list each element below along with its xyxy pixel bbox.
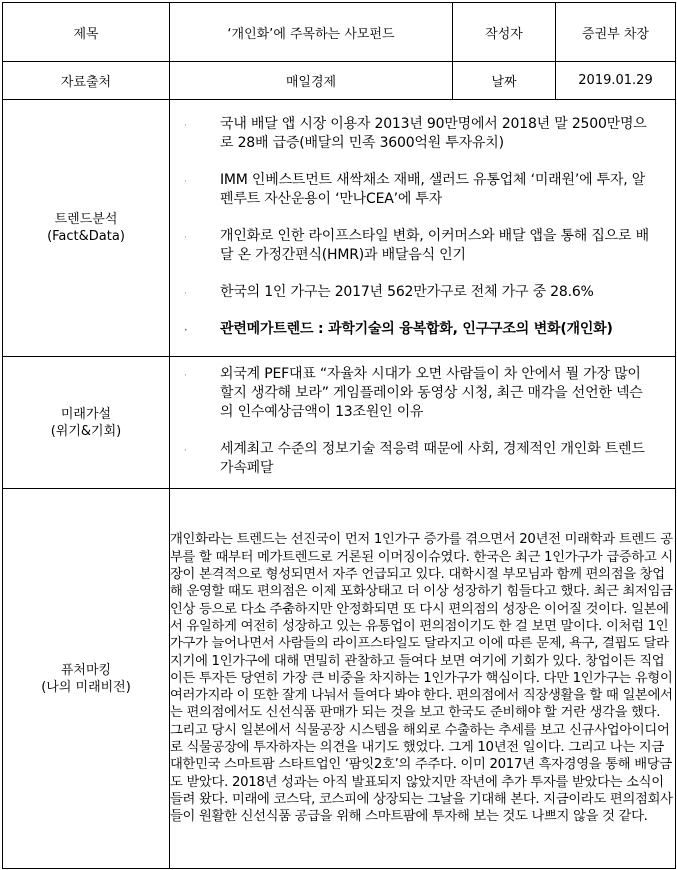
future-row [3,357,676,489]
trend-content [170,100,676,357]
trend-item: · 개인화로 인한 라이프스타일 변화, 이커머스와 배달 앱을 통해 집으로 배달 온 가정간편식(HMR)과 배달음식 인기 [220,227,655,265]
title-row [3,3,676,62]
future-item: · 외국계 PEF대표 “자율차 시대가 오면 사람들이 차 안에서 뭘 가장 많이 할지 생각해 보라” 게임플레이와 동영상 시청, 최근 매각을 선언한 넥슨의 인수예상금액이 13조원인 이유 [220,365,655,422]
future-content [170,357,676,489]
futuring-row [3,489,676,869]
source-row [3,62,676,100]
futuring-text: 개인화라는 트렌드는 선진국이 먼저 1인가구 증가를 겪으면서 20년전 미래학과 트렌드 공부를 할 때부터 메가트렌드로 거론된 이머징이슈였다. 한국은 최근 1인가구가 급증하고 시장이 본격적으로 형성되면서 자주 언급되고 있다. 대학시절 부모님과 함께 편의점을 창업해 운영할 때도 편의점은 이제 포화상태고 더 이상 성장하기 힘들다고 했다. 최근 최저임금인상 등으로 다소 주춤하지만 안정화되면 또 다시 편의점의 성장은 이어질 것이다. 일본에서 유일하게 여전히 성장하고 있는 유통업이 편의점이기도 한 걸 보면 말이다. 이처럼 1인가구가 늘어나면서 사람들의 라이프스타일도 달라지고 이에 따른 문제, 욕구, 결핍도 달라지기에 1인가구에 대해 면밀히 관찰하고 들여다 보면 여기에 기회가 있다. 창업이든 직업이든 투자든 당연히 가장 큰 비중을 차지하는 1인가구가 핵심이다. 다만 1인가구는 유형이 여러가지라 이 또한 잘게 나눠서 들여다 봐야 한다. 편의점에서 직장생활을 할 때 일본에서는 편의점에서도 신선식품 판매가 되는 것을 보고 한국도 준비해야 할 거란 생각을 했다. 그리고 당시 일본에서 식물공장 시스템을 해외로 수출하는 추세를 보고 신규사업아이디어로 식물공장에 투자하자는 의견을 내기도 했었다. 그게 10년전 일이다. 그리고 나는 지금 대한민국 스마트팜 스타트업인 ‘팜잇2호’의 주주다. 이미 2017년 흑자경영을 통해 배당금도 받았다. 2018년 성과는 아직 발표되지 않았지만 작년에 추가 투자를 받았다는 소식이 들려 왔다. 미래에 코스닥, 코스피에 상장되는 그날을 기대해 본다. 지금이라도 편의점회사들이 원활한 신선식품 공급을 위해 스마트팜에 투자해 보는 것도 나쁘지 않을 것 같다. [170,489,676,869]
trend-label-sub: (Fact&Data) [47,229,125,244]
futuring-label [3,489,170,869]
futuring-label-title: 퓨처마킹 [60,662,112,678]
author-label: 작성자 [453,3,556,62]
date-label: 날짜 [453,62,556,100]
trend-row [3,100,676,357]
trend-item: · 한국의 1인 가구는 2017년 562만가구로 전체 가구 중 28.6% [220,283,655,302]
trend-item: · 국내 배달 앱 시장 이용자 2013년 90만명에서 2018년 말 2500만명으로 28배 급증(배달의 민족 3600억원 투자유치) [220,115,655,153]
trend-label-title: 트렌드분석 [54,212,118,227]
title-value: ‘개인화’에 주목하는 사모펀드 [170,3,453,62]
future-label-sub: (위기&기회) [50,423,122,439]
future-label-title: 미래가설 [60,406,112,422]
date-value: 2019.01.29 [556,62,676,100]
future-item: · 세계최고 수준의 정보기술 적응력 때문에 사회, 경제적인 개인화 트렌드 가속페달 [220,440,655,478]
title-label: 제목 [3,3,170,62]
trend-item: · IMM 인베스트먼트 새싹채소 재배, 샐러드 유통업체 ‘미래원’에 투자, 알펜루트 자산운용이 ‘만나CEA’에 투자 [220,171,655,209]
author-value: 증권부 차장 [556,3,676,62]
trend-list [170,107,675,349]
report-table [2,2,676,869]
trend-label [3,100,170,357]
source-value: 매일경제 [170,62,453,100]
future-list [170,357,675,488]
future-label [3,357,170,489]
source-label: 자료출처 [3,62,170,100]
mega-trend-item: · 관련메가트렌드 : 과학기술의 융복합화, 인구구조의 변화(개인화) [220,320,655,339]
futuring-label-sub: (나의 미래비전) [41,679,131,695]
